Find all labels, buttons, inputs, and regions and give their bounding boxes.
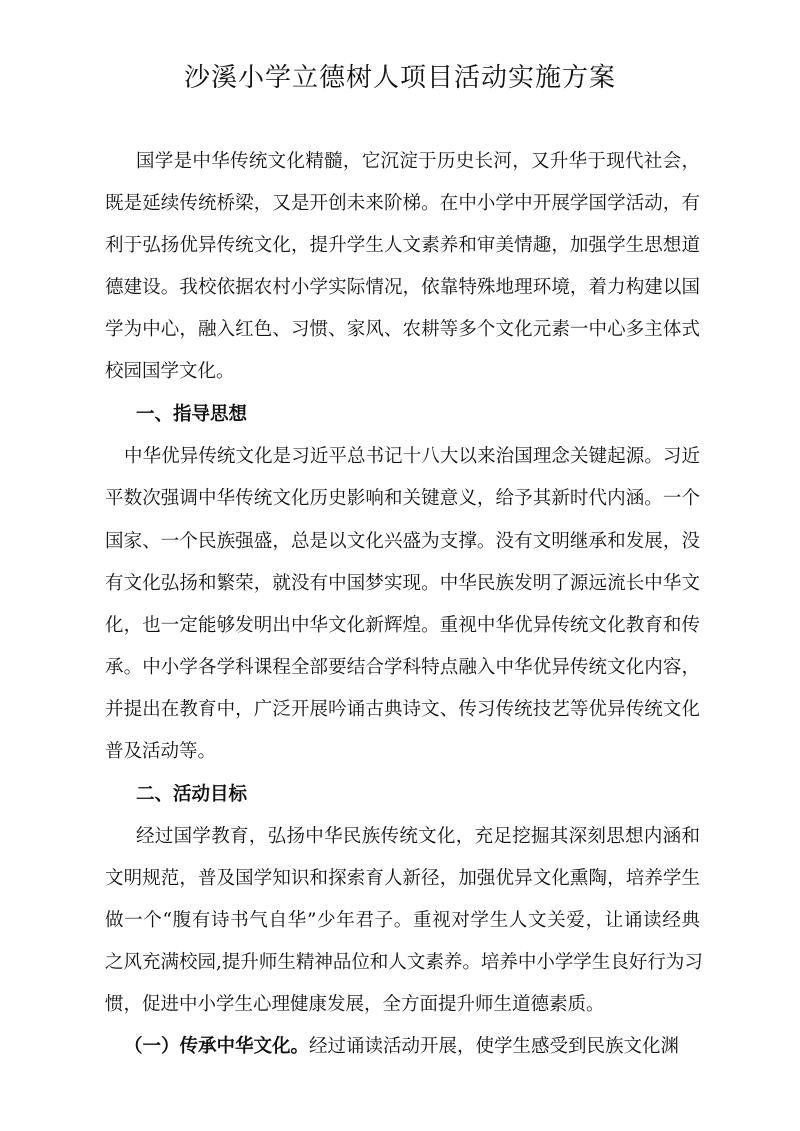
section2-line: 之风充满校园,提升师生精神品位和人文素养。培养中小学学生良好行为习 xyxy=(105,952,703,973)
section2-line: 文明规范，普及国学知识和探索育人新径，加强优异文化熏陶，培养学生 xyxy=(105,868,700,889)
document-title: 沙溪小学立德树人项目活动实施方案 xyxy=(183,63,616,93)
section1-line: 承。中小学各学科课程全部要结合学科特点融入中华优异传统文化内容， xyxy=(105,657,700,678)
intro-line: 国学是中华传统文化精髓，它沉淀于历史长河，又升华于现代社会， xyxy=(136,151,700,172)
section1-line: 有文化弘扬和繁荣，就没有中国梦实现。中华民族发明了源远流长中华文 xyxy=(105,573,700,594)
subsection-heading-inherit-culture: （一）传承中华文化。 xyxy=(124,1036,310,1057)
section-heading-guiding-ideology: 一、指导思想 xyxy=(136,404,248,425)
intro-line: 利于弘扬优异传统文化，提升学生人文素养和审美情趣，加强学生思想道 xyxy=(105,235,700,256)
section2-line: 惯，促进中小学生心理健康发展，全方面提升师生道德素质。 xyxy=(105,994,605,1015)
section1-line: 国家、一个民族强盛，总是以文化兴盛为支撑。没有文明继承和发展，没 xyxy=(105,531,700,552)
intro-line: 既是延续传统桥梁，又是开创未来阶梯。在中小学中开展学国学活动，有 xyxy=(105,193,700,214)
section2-line: 做一个“腹有诗书气自华”少年君子。重视对学生人文关爱，让诵读经典 xyxy=(105,910,700,931)
section1-line: 化，也一定能够发明出中华文化新辉煌。重视中华优异传统文化教育和传 xyxy=(105,615,700,636)
subsection1-line xyxy=(124,1035,700,1059)
section1-line: 普及活动等。 xyxy=(105,741,217,762)
intro-line: 学为中心，融入红色、习惯、家风、农耕等多个文化元素一中心多主体式 xyxy=(105,319,700,340)
section1-line: 并提出在教育中，广泛开展吟诵古典诗文、传习传统技艺等优异传统文化 xyxy=(105,699,700,720)
section2-line: 经过国学教育，弘扬中华民族传统文化，充足挖掘其深刻思想内涵和 xyxy=(136,826,700,847)
intro-line: 校园国学文化。 xyxy=(105,361,235,382)
section1-line: 平数次强调中华传统文化历史影响和关键意义，给予其新时代内涵。一个 xyxy=(105,488,700,509)
section1-line: 中华优异传统文化是习近平总书记十八大以来治国理念关键起源。习近 xyxy=(124,446,700,467)
intro-line: 德建设。我校依据农村小学实际情况，依靠特殊地理环境，着力构建以国 xyxy=(105,277,700,298)
subsection1-text: 经过诵读活动开展，使学生感受到民族文化渊 xyxy=(309,1036,680,1057)
section-heading-activity-goals: 二、活动目标 xyxy=(136,784,248,805)
